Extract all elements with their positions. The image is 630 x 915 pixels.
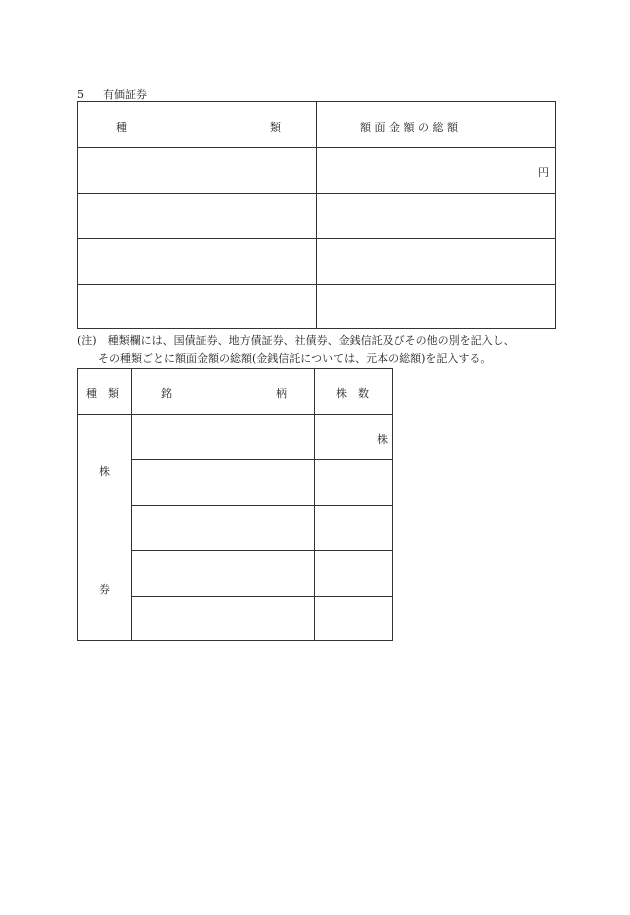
table-row (78, 238, 555, 239)
table-row (78, 147, 555, 148)
yen-unit-label: 円 (538, 166, 549, 179)
section-heading (77, 86, 147, 102)
securities-summary-table (77, 101, 556, 329)
header-kind: 種 類 (86, 387, 119, 400)
header-shares: 株 数 (336, 387, 369, 400)
row-divider (132, 505, 392, 506)
column-divider (316, 102, 317, 328)
header-kind-char2: 類 (270, 121, 287, 134)
side-label-top: 株 (99, 465, 110, 478)
header-brand-char2: 柄 (276, 387, 287, 400)
side-label-bottom: 券 (99, 583, 110, 596)
table-row (78, 284, 555, 285)
header-brand-char1: 銘 (161, 387, 172, 400)
section-title: 有価証券 (103, 88, 147, 101)
note-line-1: (注) 種類欄には、国債証券、地方債証券、社債券、金銭信託及びその他の別を記入し、 (77, 334, 515, 347)
row-divider (132, 550, 392, 551)
header-divider (78, 414, 392, 415)
row-divider (132, 459, 392, 460)
section-number: 5 (77, 88, 84, 101)
shares-unit-label: 株 (377, 433, 388, 446)
stock-certificates-table (77, 368, 393, 641)
header-total-face-amount: 額 面 金 額 の 総 額 (360, 121, 458, 134)
header-kind-char1: 種 (116, 121, 133, 134)
note-line-2: その種類ごとに額面金額の総額(金銭信託については、元本の総額)を記入する。 (98, 352, 492, 365)
row-divider (132, 596, 392, 597)
table-row (78, 193, 555, 194)
